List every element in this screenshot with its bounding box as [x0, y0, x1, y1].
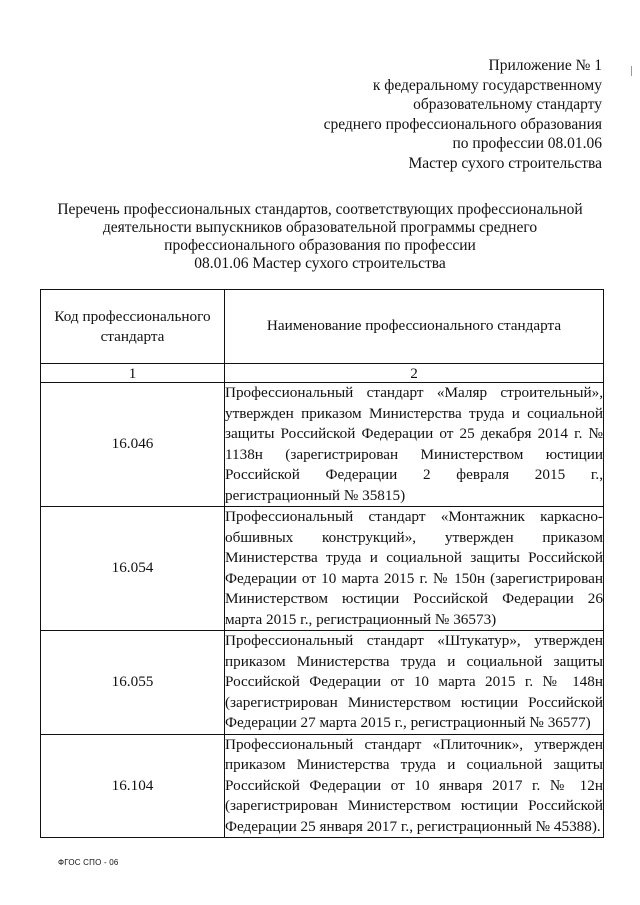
column-number: 2 — [225, 364, 604, 383]
scan-edge-mark — [631, 66, 632, 76]
document-heading — [40, 201, 600, 273]
header-code: Код профессионального стандарта — [41, 290, 225, 364]
standard-name: Профессиональный стандарт «Плиточник», утвержден приказом Министерства труда и социальной защиты Российской Федерации от 10 января 2017 г. № 12н (зарегистрирован Министерством юстиции Российской Федерации 25 января 2017 г., регистрационный № 45388). — [225, 734, 604, 838]
annex-line: Мастер сухого строительства — [408, 154, 602, 172]
standard-name: Профессиональный стандарт «Монтажник каркасно-обшивных конструкций», утвержден приказом Министерства труда и социальной защиты Российской Федерации от 10 марта 2015 г. № 150н (зарегистрирован Министерством юстиции Российской Федерации 26 марта 2015 г., регистрационный № 36573) — [225, 507, 604, 631]
annex-line: по профессии 08.01.06 — [452, 135, 602, 152]
standard-code: 16.104 — [41, 734, 225, 838]
column-number-row — [41, 364, 604, 383]
annex-line: среднего профессионального образования — [323, 115, 602, 133]
heading-line: 08.01.06 Мастер сухого строительства — [194, 255, 446, 272]
heading-line: деятельности выпускников образовательной программы среднего — [102, 219, 538, 236]
annex-block — [182, 56, 602, 173]
table-row — [41, 734, 604, 838]
table-row — [41, 383, 604, 507]
standard-code: 16.054 — [41, 507, 225, 631]
standard-name: Профессиональный стандарт «Штукатур», утвержден приказом Министерства труда и социальной защиты Российской Федерации от 10 марта 2015 г. № 148н (зарегистрирован Министерством юстиции Российской Федерации 27 марта 2015 г., регистрационный № 36577) — [225, 631, 604, 735]
table-header-row — [41, 290, 604, 364]
column-number: 1 — [41, 364, 225, 383]
standards-table — [40, 289, 604, 838]
heading-line: профессионального образования по профессии — [164, 237, 476, 254]
annex-line: Приложение № 1 — [488, 57, 602, 74]
heading-line: Перечень профессиональных стандартов, соответствующих профессиональной — [57, 201, 583, 218]
header-name: Наименование профессионального стандарта — [225, 290, 604, 364]
table-row — [41, 631, 604, 735]
standard-code: 16.046 — [41, 383, 225, 507]
annex-line: к федеральному государственному — [372, 76, 602, 94]
standard-name: Профессиональный стандарт «Маляр строительный», утвержден приказом Министерства труда и социальной защиты Российской Федерации от 25 декабря 2014 г. № 1138н (зарегистрирован Министерством юстиции Российской Федерации 2 февраля 2015 г., регистрационный № 35815) — [225, 383, 604, 507]
standard-code: 16.055 — [41, 631, 225, 735]
annex-line: образовательному стандарту — [413, 96, 602, 113]
table-row — [41, 507, 604, 631]
footer-label: ФГОС СПО - 06 — [58, 858, 119, 867]
